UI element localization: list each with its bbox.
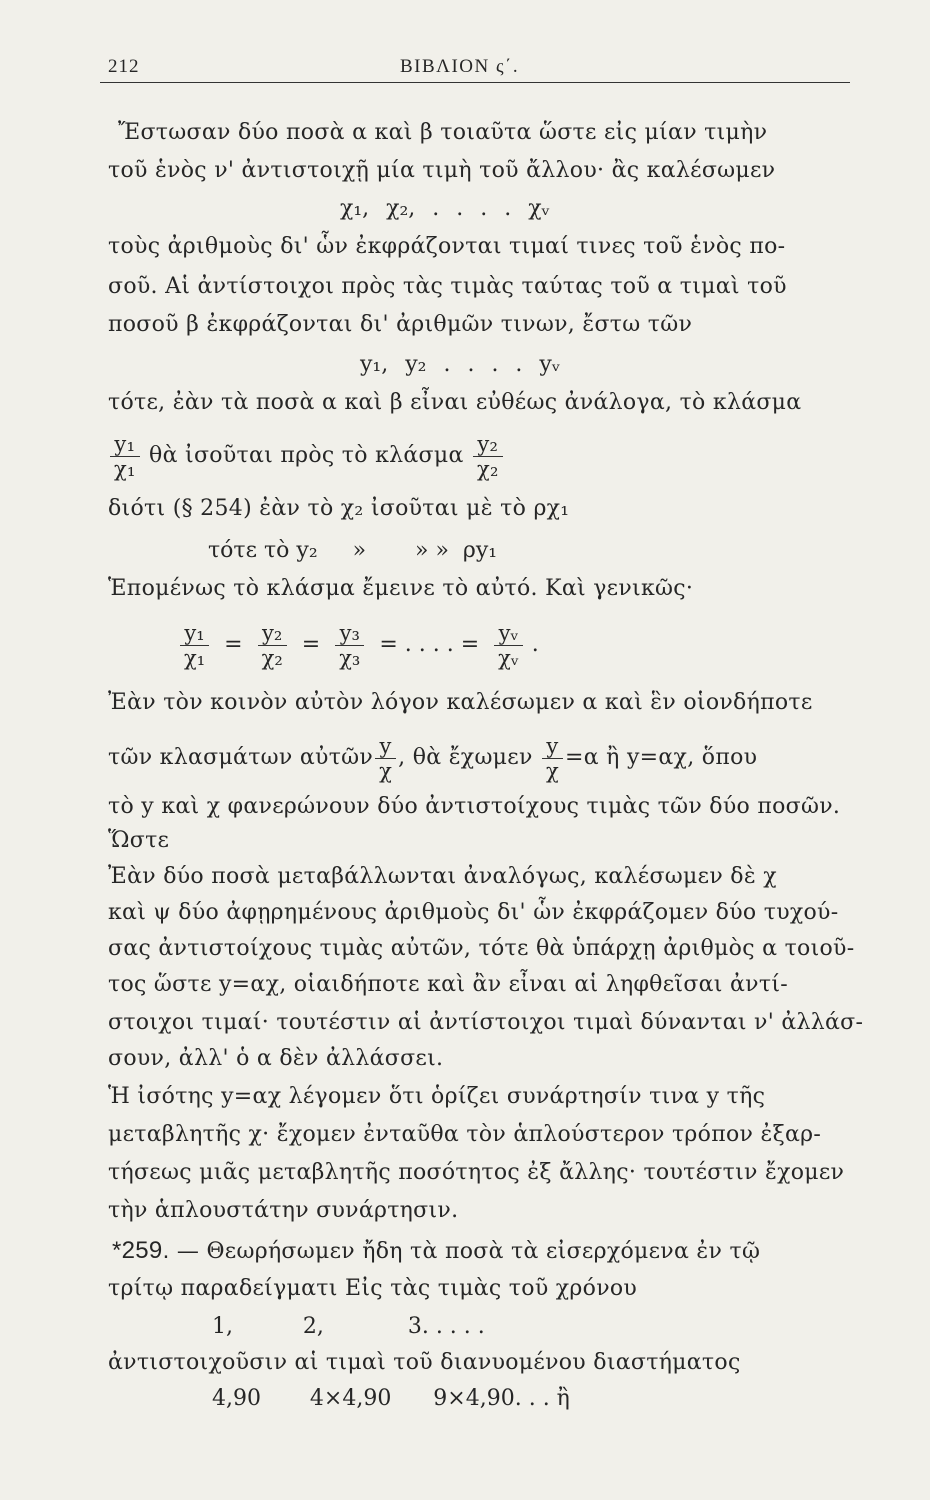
text-line: Ἑπομένως τὸ κλάσμα ἔμεινε τὸ αὐτό. Καὶ γενικῶς·: [108, 576, 694, 601]
time-values: 1, 2, 3. . . . .: [212, 1314, 485, 1339]
text-line: τοὺς ἀριθμοὺς δι' ὧν ἐκφράζονται τιμαί τινες τοῦ ἑνὸς πο-: [108, 234, 786, 259]
section-259-line: *259. — Θεωρήσωμεν ἤδη τὰ ποσὰ τὰ εἰσερχόμενα ἐν τῷ: [112, 1237, 761, 1264]
fraction-g3: $\frac{\text{y₃}}{\text{χ₃}}$: [335, 621, 364, 670]
fraction-comparison-line: [108, 428, 848, 484]
text-line: Ἐὰν δύο ποσὰ μεταβάλλωνται ἀναλόγως, καλέσωμεν δὲ χ: [108, 864, 777, 889]
fraction-g4: $\frac{\text{yᵥ}}{\text{χᵥ}}$: [494, 621, 523, 670]
fraction-y-x-2: $\frac{y}{\chi}$: [542, 734, 563, 783]
text-line: τήσεως μιᾶς μεταβλητῆς ποσότητος ἐξ ἄλλης· τουτέστιν ἔχομεν: [108, 1160, 845, 1185]
fraction-g1: $\frac{\text{y₁}}{\text{χ₁}}$: [180, 621, 209, 670]
text-line: ἀντιστοιχοῦσιν αἱ τιμαὶ τοῦ διανυομένου διαστήματος: [108, 1350, 741, 1375]
fraction-y2-x2: $\frac{\text{y₂}}{\text{χ₂}}$: [473, 432, 503, 481]
fraction-text: θὰ ἰσοῦται πρὸς τὸ κλάσμα: [149, 443, 464, 468]
y-values-list: y₁, y₂ . . . . yᵥ: [360, 352, 561, 377]
distance-values: 4,90 4×4,90 9×4,90. . . ἢ: [212, 1386, 570, 1411]
fraction-g2: $\frac{\text{y₂}}{\text{χ₂}}$: [258, 621, 287, 670]
section-number: *259.: [112, 1237, 170, 1264]
text-line: στοιχοι τιμαί· τουτέστιν αἱ ἀντίστοιχοι τιμαὶ δύνανται ν' ἀλλάσ-: [108, 1010, 864, 1035]
text-line: καὶ ψ δύο ἀφῃρημένους ἀριθμοὺς δι' ὧν ἐκφράζομεν δύο τυχού-: [108, 900, 839, 925]
fraction-y-x: $\frac{y}{\chi}$: [375, 734, 396, 783]
fraction-y1-x1: $\frac{\text{y₁}}{\text{χ₁}}$: [110, 432, 140, 481]
text-line: σοῦ. Αἱ ἀντίστοιχοι πρὸς τὰς τιμὰς ταύτας τοῦ α τιμαὶ τοῦ: [108, 274, 787, 299]
x-values-list: χ₁, χ₂, . . . . χᵥ: [340, 196, 550, 221]
text-line: Ἡ ἰσότης y=αχ λέγομεν ὅτι ὁρίζει συνάρτησίν τινα y τῆς: [108, 1084, 766, 1109]
text-line: Ὥστε: [108, 828, 170, 853]
text-line: σουν, ἀλλ' ὁ α δὲν ἀλλάσσει.: [108, 1046, 444, 1071]
running-head: ΒΙΒΛΙΟΝ ς΄.: [400, 56, 520, 77]
ratio-definition-line: τῶν κλασμάτων αὐτῶν $\frac{y}{\chi}$ , θὰ ἔχωμεν $\frac{y}{\chi}$ =α ἢ y=αχ, ὅπου: [108, 733, 758, 783]
text-line: μεταβλητῆς χ· ἔχομεν ἐνταῦθα τὸν ἁπλούστερον τρόπον ἐξαρ-: [108, 1122, 822, 1147]
general-equality: $\frac{\text{y₁}}{\text{χ₁}}$ = $\frac{\text{y₂}}{\text{χ₂}}$ = $\frac{\text{y₃}}{\text{χ₃}}$ = . . . . = $\frac{\text{yᵥ}}{\text{χᵥ}}$ .: [178, 614, 539, 676]
text-line: τος ὥστε y=αχ, οἱαιδήποτε καὶ ἂν εἶναι αἱ ληφθεῖσαι ἀντί-: [108, 972, 788, 997]
text-line: τὸ y καὶ χ φανερώνουν δύο ἀντιστοίχους τιμὰς τῶν δύο ποσῶν.: [108, 794, 841, 819]
text-line: τότε τὸ y₂ » » » ρy₁: [208, 538, 498, 563]
text-line: σας ἀντιστοίχους τιμὰς αὐτῶν, τότε θὰ ὑπάρχῃ ἀριθμὸς α τοιοῦ-: [108, 936, 855, 961]
text-line: διότι (§ 254) ἐὰν τὸ χ₂ ἰσοῦται μὲ τὸ ρχ₁: [108, 496, 570, 521]
text-line: τοῦ ἑνὸς ν' ἀντιστοιχῇ μία τιμὴ τοῦ ἄλλου· ἂς καλέσωμεν: [108, 158, 776, 183]
text-line: τρίτῳ παραδείγματι Εἰς τὰς τιμὰς τοῦ χρόνου: [108, 1276, 638, 1301]
text-line: τὴν ἁπλουστάτην συνάρτησιν.: [108, 1198, 459, 1223]
page-header: [100, 52, 850, 82]
text-line: Ἐὰν τὸν κοινὸν αὐτὸν λόγον καλέσωμεν α καὶ ἓν οἱονδήποτε: [108, 690, 813, 715]
text-line: τότε, ἐὰν τὰ ποσὰ α καὶ β εἶναι εὐθέως ἀνάλογα, τὸ κλάσμα: [108, 390, 802, 415]
text-line: Ἔστωσαν δύο ποσὰ α καὶ β τοιαῦτα ὥστε εἰς μίαν τιμὴν: [118, 120, 768, 145]
header-rule: [100, 82, 850, 83]
page-number: 212: [108, 56, 140, 77]
text-line: ποσοῦ β ἐκφράζονται δι' ἀριθμῶν τινων, ἔστω τῶν: [108, 312, 693, 337]
